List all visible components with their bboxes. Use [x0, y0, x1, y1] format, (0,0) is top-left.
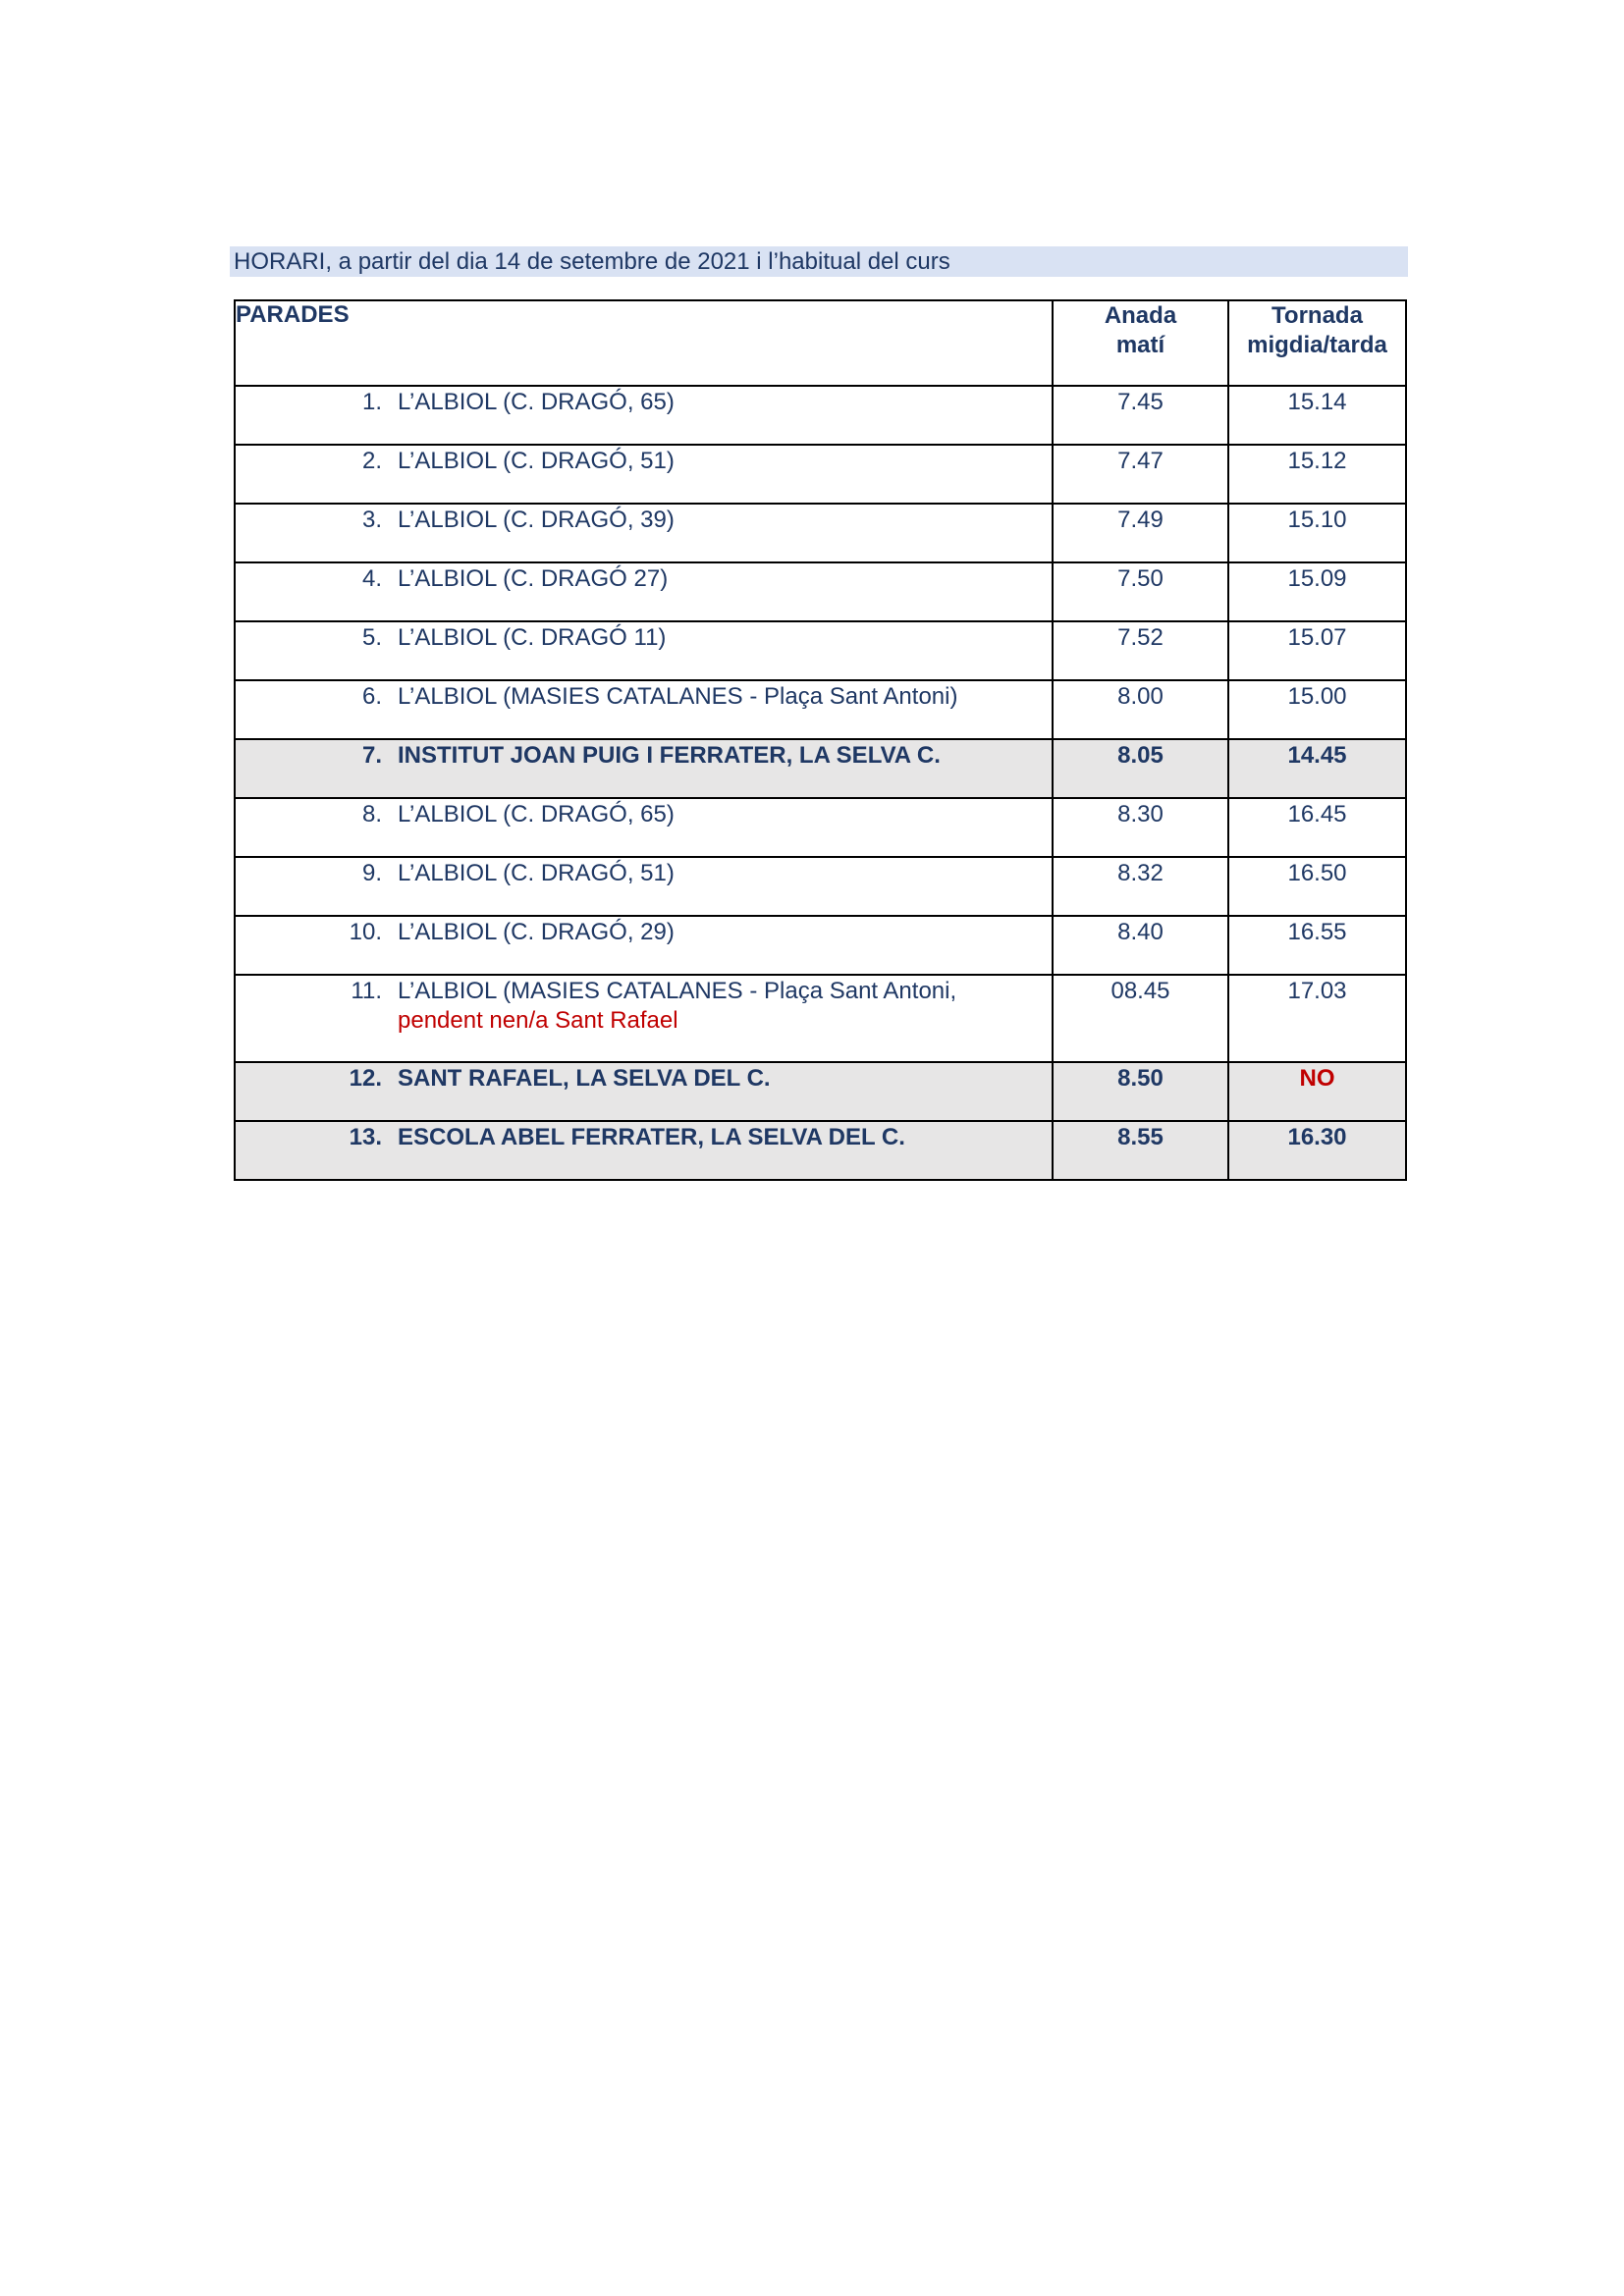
- return-time: 15.00: [1228, 680, 1406, 739]
- stop-number: 1.: [361, 389, 382, 415]
- stop-note: pendent nen/a Sant Rafael: [398, 1007, 678, 1034]
- stop-cell: [235, 1121, 1053, 1180]
- header-return-line2: migdia/tarda: [1247, 332, 1387, 358]
- stop-cell: [235, 798, 1053, 857]
- outbound-time: 8.00: [1053, 680, 1228, 739]
- return-time: 16.50: [1228, 857, 1406, 916]
- stop-cell: [235, 739, 1053, 798]
- header-stops: PARADES: [235, 300, 1053, 386]
- outbound-time: 8.32: [1053, 857, 1228, 916]
- header-outbound-line2: matí: [1115, 332, 1165, 358]
- stop-name: L’ALBIOL (C. DRAGÓ 27): [398, 565, 669, 592]
- stop-name: L’ALBIOL (C. DRAGÓ, 39): [398, 507, 675, 533]
- table-row-highlighted: [235, 739, 1406, 798]
- return-time: 15.09: [1228, 562, 1406, 621]
- stop-cell: [235, 916, 1053, 975]
- table-row: [235, 680, 1406, 739]
- header-outbound: [1053, 300, 1228, 386]
- stop-name: L’ALBIOL (C. DRAGÓ, 51): [398, 448, 675, 474]
- header-return-line1: Tornada: [1272, 302, 1363, 329]
- stop-cell: [235, 445, 1053, 504]
- table-row: [235, 386, 1406, 445]
- return-time: 15.10: [1228, 504, 1406, 562]
- return-time: 14.45: [1228, 739, 1406, 798]
- stop-number: 12.: [349, 1065, 382, 1092]
- stop-name: L’ALBIOL (C. DRAGÓ 11): [398, 624, 667, 651]
- table-row: [235, 798, 1406, 857]
- outbound-time: 08.45: [1053, 975, 1228, 1062]
- outbound-time: 8.40: [1053, 916, 1228, 975]
- table-row: [235, 916, 1406, 975]
- schedule-heading: HORARI, a partir del dia 14 de setembre de 2021 i l’habitual del curs: [230, 246, 1408, 277]
- stop-number: 7.: [361, 742, 382, 769]
- return-time: 16.45: [1228, 798, 1406, 857]
- stop-number: 13.: [349, 1124, 382, 1150]
- table-row-highlighted: [235, 1121, 1406, 1180]
- outbound-time: 8.55: [1053, 1121, 1228, 1180]
- return-time: 17.03: [1228, 975, 1406, 1062]
- outbound-time: 8.50: [1053, 1062, 1228, 1121]
- stop-cell: [235, 621, 1053, 680]
- table-row: [235, 975, 1406, 1062]
- outbound-time: 7.52: [1053, 621, 1228, 680]
- return-time: 15.07: [1228, 621, 1406, 680]
- return-time: 16.30: [1228, 1121, 1406, 1180]
- stop-number: 9.: [361, 860, 382, 886]
- outbound-time: 7.45: [1053, 386, 1228, 445]
- table-row: [235, 445, 1406, 504]
- return-time: 16.55: [1228, 916, 1406, 975]
- stop-name: L’ALBIOL (C. DRAGÓ, 29): [398, 919, 675, 945]
- table-row: [235, 857, 1406, 916]
- table-row: [235, 562, 1406, 621]
- header-outbound-line1: Anada: [1104, 302, 1177, 329]
- outbound-time: 7.50: [1053, 562, 1228, 621]
- stop-name: L’ALBIOL (C. DRAGÓ, 51): [398, 860, 675, 886]
- stop-name: L’ALBIOL (MASIES CATALANES - Plaça Sant Antoni,: [398, 978, 957, 1004]
- return-time-no-service: NO: [1228, 1062, 1406, 1121]
- schedule-table: [234, 299, 1407, 1181]
- stop-name: ESCOLA ABEL FERRATER, LA SELVA DEL C.: [398, 1124, 905, 1150]
- stop-name: L’ALBIOL (C. DRAGÓ, 65): [398, 801, 675, 828]
- stop-name: L’ALBIOL (MASIES CATALANES - Plaça Sant Antoni): [398, 683, 958, 710]
- stop-cell: [235, 680, 1053, 739]
- stop-number: 5.: [361, 624, 382, 651]
- outbound-time: 7.47: [1053, 445, 1228, 504]
- stop-number: 8.: [361, 801, 382, 828]
- stop-number: 6.: [361, 683, 382, 710]
- outbound-time: 7.49: [1053, 504, 1228, 562]
- stop-cell: [235, 504, 1053, 562]
- stop-name-wrap: [398, 977, 1052, 1036]
- return-time: 15.14: [1228, 386, 1406, 445]
- stop-name: SANT RAFAEL, LA SELVA DEL C.: [398, 1065, 771, 1092]
- stop-name: INSTITUT JOAN PUIG I FERRATER, LA SELVA C.: [398, 742, 941, 769]
- return-time: 15.12: [1228, 445, 1406, 504]
- stop-number: 2.: [361, 448, 382, 474]
- stop-cell: [235, 857, 1053, 916]
- table-row-highlighted: [235, 1062, 1406, 1121]
- stop-number: 11.: [351, 978, 382, 1004]
- outbound-time: 8.30: [1053, 798, 1228, 857]
- stop-name: L’ALBIOL (C. DRAGÓ, 65): [398, 389, 675, 415]
- stop-cell: [235, 562, 1053, 621]
- table-header-row: [235, 300, 1406, 386]
- outbound-time: 8.05: [1053, 739, 1228, 798]
- stop-cell: [235, 1062, 1053, 1121]
- header-return: [1228, 300, 1406, 386]
- table-row: [235, 621, 1406, 680]
- stop-number: 4.: [361, 565, 382, 592]
- table-row: [235, 504, 1406, 562]
- stop-cell: [235, 975, 1053, 1062]
- stop-number: 10.: [349, 919, 382, 945]
- stop-number: 3.: [361, 507, 382, 533]
- stop-cell: [235, 386, 1053, 445]
